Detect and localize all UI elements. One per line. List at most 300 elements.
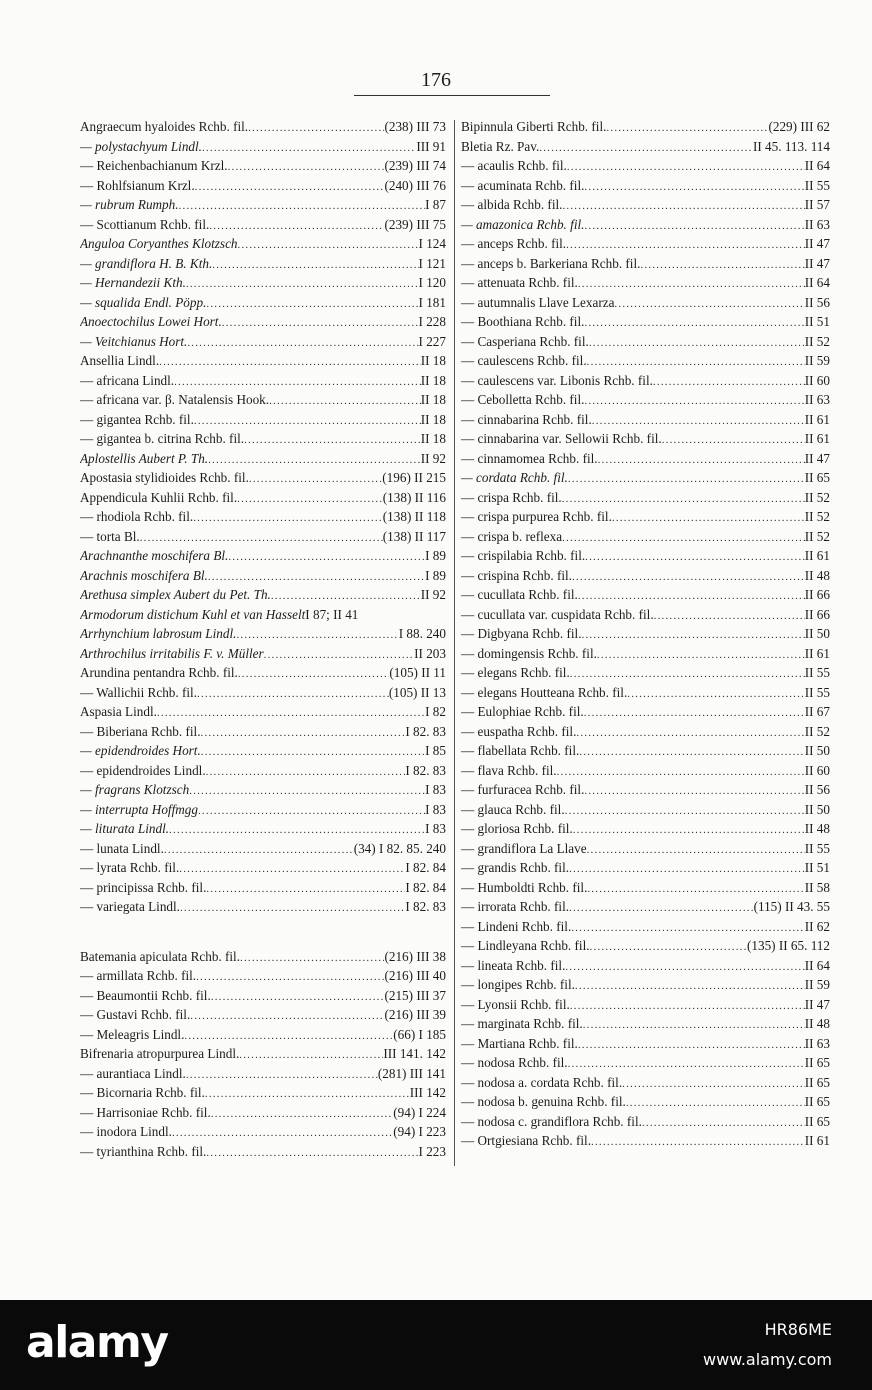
entry-reference: II 61 (804, 548, 830, 563)
index-entry (80, 897, 446, 917)
leader-dots (606, 119, 768, 137)
leader-dots (237, 490, 383, 508)
entry-name: — glauca Rchb. fil. (461, 801, 565, 817)
entry-reference: II 63 (804, 392, 830, 407)
index-entry (461, 468, 830, 488)
index-entry (461, 936, 830, 956)
leader-dots (578, 1036, 805, 1054)
entry-name: — Lyonsii Rchb. fil. (461, 996, 570, 1012)
index-entry (461, 1092, 830, 1112)
entry-reference: II 55 (804, 684, 830, 700)
leader-dots (157, 704, 425, 722)
entry-name: — Biberiana Rchb. fil. (80, 723, 201, 739)
entry-name: — gigantea Rchb. fil. (80, 411, 194, 427)
leader-dots (587, 880, 804, 898)
entry-reference: II 48 (804, 821, 830, 836)
entry-name: — cinnamomea Rchb. fil. (461, 450, 598, 466)
entry-reference: II 18 (420, 353, 446, 368)
entry-reference: II 52 (804, 333, 830, 349)
entry-name: Arundina pentandra Rchb. fil. (80, 665, 238, 680)
index-entry (80, 605, 446, 625)
watermark-footer (0, 1300, 872, 1390)
entry-name: — Digbyana Rchb. fil. (461, 626, 582, 641)
entry-reference: II 47 (804, 996, 830, 1012)
entry-name: — squalida Endl. Pöpp. (80, 294, 207, 310)
leader-dots (570, 665, 805, 683)
entry-reference: I 83 (425, 801, 446, 817)
index-entry (461, 273, 830, 293)
entry-name: Aspasia Lindl. (80, 704, 157, 719)
index-entry (80, 117, 446, 137)
entry-reference: (239) III 75 (384, 216, 446, 232)
entry-reference: II 92 (420, 450, 446, 466)
index-entry (461, 429, 830, 449)
index-entry (461, 293, 830, 313)
index-entry (80, 1142, 446, 1162)
entry-reference: (138) II 117 (382, 528, 446, 544)
entry-reference: I 87 (425, 197, 446, 212)
entry-reference: II 18 (420, 411, 446, 427)
entry-name: Angraecum hyaloides Rchb. fil. (80, 119, 249, 134)
entry-reference: (105) II 13 (388, 684, 446, 700)
entry-reference: I 82 (425, 704, 446, 719)
entry-name: — Meleagris Lindl. (80, 1026, 185, 1042)
index-entry (80, 488, 446, 508)
entry-reference: II 51 (804, 314, 830, 329)
entry-reference: II 52 (804, 723, 830, 739)
entry-reference: (138) II 118 (382, 509, 446, 524)
entry-reference: II 55 (804, 665, 830, 680)
index-entry (80, 351, 446, 371)
entry-reference: (135) II 65. 112 (746, 938, 830, 953)
index-entry (461, 137, 830, 157)
entry-name: — amazonica Rchb. fil. (461, 216, 585, 232)
entry-name: — Cebolletta Rchb. fil. (461, 392, 585, 407)
entry-reference: II 61 (804, 431, 830, 446)
entry-reference: II 62 (804, 918, 830, 934)
entry-reference: I 82. 83 (405, 723, 446, 739)
entry-name: — rubrum Rumph. (80, 197, 179, 212)
entry-reference: II 59 (804, 353, 830, 368)
index-entry (80, 702, 446, 722)
entry-reference: II 52 (804, 489, 830, 505)
index-entry (80, 722, 446, 742)
leader-dots (269, 392, 421, 410)
entry-name: — grandis Rchb. fil. (461, 860, 570, 875)
leader-dots (202, 139, 416, 157)
entry-reference: (115) II 43. 55 (753, 899, 830, 914)
leader-dots (640, 256, 804, 274)
index-column-right (461, 117, 830, 1151)
leader-dots (211, 988, 385, 1006)
index-column-left (80, 117, 446, 1161)
index-entry (461, 624, 830, 644)
index-entry (80, 468, 446, 488)
leader-dots (195, 178, 385, 196)
leader-dots (584, 178, 804, 196)
entry-reference: I 223 (418, 1143, 446, 1159)
index-entry (80, 273, 446, 293)
leader-dots (238, 665, 390, 683)
index-entry (80, 800, 446, 820)
index-entry (461, 1053, 830, 1073)
index-entry (461, 156, 830, 176)
entry-reference: II 66 (804, 606, 830, 622)
entry-name: Appendicula Kuhlii Rchb. fil. (80, 489, 238, 505)
index-entry (80, 624, 446, 644)
entry-reference: I 83 (425, 782, 446, 797)
entry-name: — cinnabarina var. Sellowii Rchb. fil. (461, 431, 662, 446)
index-entry (461, 975, 830, 995)
entry-name: — nodosa c. grandiflora Rchb. fil. (461, 1113, 642, 1129)
entry-reference: I 88. 240 (398, 626, 446, 641)
index-entry (461, 800, 830, 820)
entry-name: — epidendroides Hort. (80, 743, 201, 758)
index-entry (461, 410, 830, 430)
index-entry (461, 1131, 830, 1151)
section-gap (80, 917, 446, 947)
index-entry (80, 966, 446, 986)
page-number: 176 (421, 69, 451, 91)
entry-reference: II 58 (804, 879, 830, 895)
entry-reference: II 203 (414, 645, 446, 661)
index-entry (80, 1083, 446, 1103)
entry-reference: II 50 (804, 626, 830, 641)
entry-reference: II 56 (804, 782, 830, 797)
entry-name: — armillata Rchb. fil. (80, 968, 197, 983)
entry-name: — lyrata Rchb. fil. (80, 860, 180, 875)
index-entry (80, 254, 446, 274)
entry-reference: II 55 (804, 840, 830, 856)
entry-name: Ansellia Lindl. (80, 353, 160, 368)
entry-reference: (94) I 224 (393, 1104, 446, 1120)
entry-name: Arachnanthe moschifera Bl. (80, 548, 229, 563)
entry-reference: I 120 (418, 275, 446, 290)
entry-name: — Wallichii Rchb. fil. (80, 684, 197, 700)
leader-dots (642, 1114, 805, 1132)
leader-dots (598, 451, 805, 469)
index-entry (461, 351, 830, 371)
index-entry (461, 839, 830, 859)
leader-dots (212, 256, 418, 274)
leader-dots (140, 529, 383, 547)
leader-dots (573, 821, 805, 839)
leader-dots (569, 860, 805, 878)
entry-reference: (216) III 38 (384, 948, 446, 964)
index-entry (80, 156, 446, 176)
entry-name: Apostasia stylidioides Rchb. fil. (80, 470, 249, 485)
entry-name: — Martiana Rchb. fil. (461, 1035, 578, 1051)
entry-reference: II 57 (804, 197, 830, 212)
leader-dots (193, 509, 383, 527)
index-entry (461, 1014, 830, 1034)
leader-dots (196, 968, 384, 986)
index-entry (461, 995, 830, 1015)
entry-name: — albida Rchb. fil. (461, 197, 563, 212)
entry-reference: (239) III 74 (384, 158, 446, 173)
entry-reference: II 60 (804, 372, 830, 388)
entry-reference: II 55 (804, 177, 830, 193)
index-entry (80, 449, 446, 469)
leader-dots (566, 236, 805, 254)
index-entry (461, 780, 830, 800)
leader-dots (208, 568, 425, 586)
leader-dots (622, 1075, 805, 1093)
leader-dots (264, 646, 414, 664)
leader-dots (591, 1133, 805, 1151)
index-entry (80, 234, 446, 254)
index-entry (461, 858, 830, 878)
index-entry (461, 1112, 830, 1132)
entry-reference: II 60 (804, 762, 830, 778)
column-divider (454, 120, 455, 1166)
entry-name: Arrhynchium labrosum Lindl. (80, 626, 237, 641)
entry-reference: II 47 (804, 236, 830, 251)
index-entry (80, 1122, 446, 1142)
entry-reference: (229) III 62 (768, 119, 830, 134)
leader-dots (186, 1066, 378, 1084)
entry-name: — crispa Rchb. fil. (461, 489, 562, 505)
entry-reference: II 18 (420, 372, 446, 388)
leader-dots (189, 782, 425, 800)
leader-dots (562, 197, 804, 215)
entry-name: Arachnis moschifera Bl. (80, 567, 208, 583)
leader-dots (236, 626, 398, 644)
entry-reference: II 64 (804, 158, 830, 173)
entry-name: — crispilabia Rchb. fil. (461, 548, 586, 563)
leader-dots (592, 412, 805, 430)
index-entry (80, 663, 446, 683)
leader-dots (206, 880, 405, 898)
index-entry (461, 332, 830, 352)
index-entry (461, 956, 830, 976)
index-entry (461, 390, 830, 410)
entry-name: — marginata Rchb. fil. (461, 1016, 583, 1031)
index-entry (461, 195, 830, 215)
entry-reference: (240) III 76 (384, 177, 446, 193)
leader-dots (568, 1055, 805, 1073)
index-entry (80, 371, 446, 391)
entry-name: Aplostellis Aubert P. Th. (80, 450, 209, 466)
index-entry (80, 780, 446, 800)
image-id: HR86ME (764, 1320, 832, 1339)
entry-name: — fragrans Klotzsch (80, 782, 190, 797)
leader-dots (248, 119, 384, 137)
entry-name: — gloriosa Rchb. fil. (461, 821, 573, 836)
entry-name: — Lindleyana Rchb. fil. (461, 938, 590, 953)
index-entry (80, 1044, 446, 1064)
leader-dots (180, 899, 405, 917)
index-entry (461, 527, 830, 547)
entry-reference: II 52 (804, 509, 830, 524)
leader-dots (209, 217, 384, 235)
index-entry (80, 741, 446, 761)
entry-name: — variegata Lindl. (80, 899, 180, 914)
index-entry (461, 449, 830, 469)
entry-name: — crispina Rchb. fil. (461, 567, 572, 583)
index-entry (461, 897, 830, 917)
entry-name: — nodosa a. cordata Rchb. fil. (461, 1074, 623, 1090)
entry-name: — autumnalis Llave Lexarza (461, 294, 615, 310)
leader-dots (570, 997, 805, 1015)
leader-dots (539, 139, 753, 157)
index-entry (80, 293, 446, 313)
index-entry (80, 858, 446, 878)
leader-dots (584, 704, 805, 722)
entry-reference: II 67 (804, 704, 830, 719)
leader-dots (567, 158, 805, 176)
leader-dots (562, 529, 805, 547)
entry-name: — Humboldti Rchb. fil. (461, 879, 588, 895)
entry-reference: II 51 (804, 860, 830, 875)
leader-dots (578, 587, 805, 605)
entry-name: — Eulophiae Rchb. fil. (461, 704, 584, 719)
index-entry (80, 566, 446, 586)
entry-reference: (215) III 37 (384, 987, 446, 1003)
leader-dots (206, 1144, 418, 1162)
leader-dots (197, 685, 389, 703)
entry-name: — Scottianum Rchb. fil. (80, 216, 210, 232)
entry-name: — interrupta Hoffmgg (80, 801, 198, 817)
entry-reference: I 181 (418, 294, 446, 310)
entry-reference: II 61 (804, 411, 830, 427)
entry-name: — grandiflora H. B. Kth. (80, 255, 213, 271)
entry-name: — africana var. β. Natalensis Hook. (80, 392, 270, 407)
leader-dots (565, 958, 804, 976)
entry-name: — cinnabarina Rchb. fil. (461, 411, 592, 427)
entry-reference: II 52 (804, 528, 830, 544)
index-entry (461, 585, 830, 605)
entry-reference: (216) III 40 (384, 968, 446, 983)
leader-dots (172, 1124, 393, 1142)
leader-dots (584, 392, 804, 410)
leader-dots (238, 236, 419, 254)
leader-dots (626, 1094, 805, 1112)
brand-logo: alamy (26, 1317, 168, 1368)
index-entry (461, 234, 830, 254)
entry-reference: I 83 (425, 821, 446, 836)
entry-reference: (66) I 185 (393, 1026, 446, 1042)
entry-name: Armodorum distichum Kuhl et van Hasselt (80, 606, 306, 622)
index-entry (461, 917, 830, 937)
leader-dots (190, 1007, 384, 1025)
index-entry (80, 644, 446, 664)
entry-name: — nodosa Rchb. fil. (461, 1055, 568, 1070)
entry-reference: II 48 (804, 567, 830, 583)
entry-name: — crispa purpurea Rchb. fil. (461, 509, 612, 524)
entry-name: — flava Rchb. fil. (461, 762, 557, 778)
leader-dots (557, 763, 805, 781)
leader-dots (184, 1027, 393, 1045)
entry-name: — principissa Rchb. fil. (80, 879, 207, 895)
leader-dots (585, 548, 805, 566)
entry-name: — epidendroides Lindl. (80, 762, 206, 778)
entry-reference: II 65 (804, 1055, 830, 1070)
index-entry (80, 986, 446, 1006)
entry-reference: I 82. 83 (405, 899, 446, 914)
leader-dots (565, 802, 805, 820)
index-entry (461, 117, 830, 137)
entry-name: — caulescens var. Libonis Rchb. fil. (461, 372, 653, 388)
index-entry (461, 312, 830, 332)
entry-reference: II 61 (804, 1133, 830, 1148)
index-entry (461, 1073, 830, 1093)
index-entry (461, 371, 830, 391)
entry-name: — anceps b. Barkeriana Rchb. fil. (461, 255, 641, 271)
entry-reference: II 64 (804, 275, 830, 290)
entry-name: — Bicornaria Rchb. fil. (80, 1085, 205, 1100)
entry-reference: II 50 (804, 743, 830, 758)
leader-dots (249, 470, 382, 488)
index-entry (80, 761, 446, 781)
leader-dots (169, 821, 425, 839)
entry-name: — crispa b. reflexa (461, 528, 563, 544)
leader-dots (174, 373, 421, 391)
leader-dots (206, 295, 418, 313)
index-entry (80, 429, 446, 449)
index-entry (461, 663, 830, 683)
entry-reference: II 18 (420, 392, 446, 407)
index-entry (461, 878, 830, 898)
leader-dots (208, 451, 421, 469)
entry-reference: II 56 (804, 294, 830, 310)
entry-reference: I 228 (418, 314, 446, 329)
index-entry (461, 761, 830, 781)
index-entry (461, 819, 830, 839)
leader-dots (562, 490, 805, 508)
index-entry (80, 527, 446, 547)
entry-name: — flabellata Rchb. fil. (461, 743, 580, 758)
entry-reference: (196) II 215 (382, 470, 446, 485)
entry-name: — Rohlfsianum Krzl. (80, 177, 195, 193)
entry-name: Anguloa Coryanthes Klotzsch (80, 236, 238, 251)
entry-reference: I 124 (418, 236, 446, 251)
entry-reference: (216) III 39 (384, 1007, 446, 1022)
entry-reference: II 45. 113. 114 (752, 138, 830, 154)
entry-reference: II 61 (804, 645, 830, 661)
index-entry (461, 741, 830, 761)
index-entry (80, 1103, 446, 1123)
entry-name: — polystachyum Lindl. (80, 138, 202, 154)
leader-dots (584, 314, 804, 332)
index-entry (461, 546, 830, 566)
leader-dots (222, 314, 419, 332)
entry-reference: II 64 (804, 957, 830, 973)
index-entry (461, 644, 830, 664)
index-entry (80, 683, 446, 703)
entry-reference: I 227 (418, 333, 446, 349)
entry-name: Bletia Rz. Pav. (461, 138, 540, 154)
leader-dots (612, 509, 805, 527)
entry-name: — lineata Rchb. fil. (461, 957, 566, 973)
leader-dots (583, 1016, 805, 1034)
index-entry (461, 488, 830, 508)
index-entry (461, 702, 830, 722)
entry-name: — Hernandezii Kth. (80, 275, 186, 290)
entry-name: — Casperiana Rchb. fil. (461, 333, 589, 349)
entry-reference: I 82. 84 (405, 879, 446, 895)
leader-dots (179, 197, 426, 215)
leader-dots (244, 431, 421, 449)
index-entry (461, 1034, 830, 1054)
leader-dots (179, 860, 405, 878)
entry-reference: II 65 (804, 470, 830, 485)
leader-dots (240, 949, 384, 967)
header-rule (354, 95, 550, 96)
entry-name: — nodosa b. genuina Rchb. fil. (461, 1094, 626, 1109)
entry-name: — caulescens Rchb. fil. (461, 353, 587, 368)
leader-dots (590, 938, 747, 956)
